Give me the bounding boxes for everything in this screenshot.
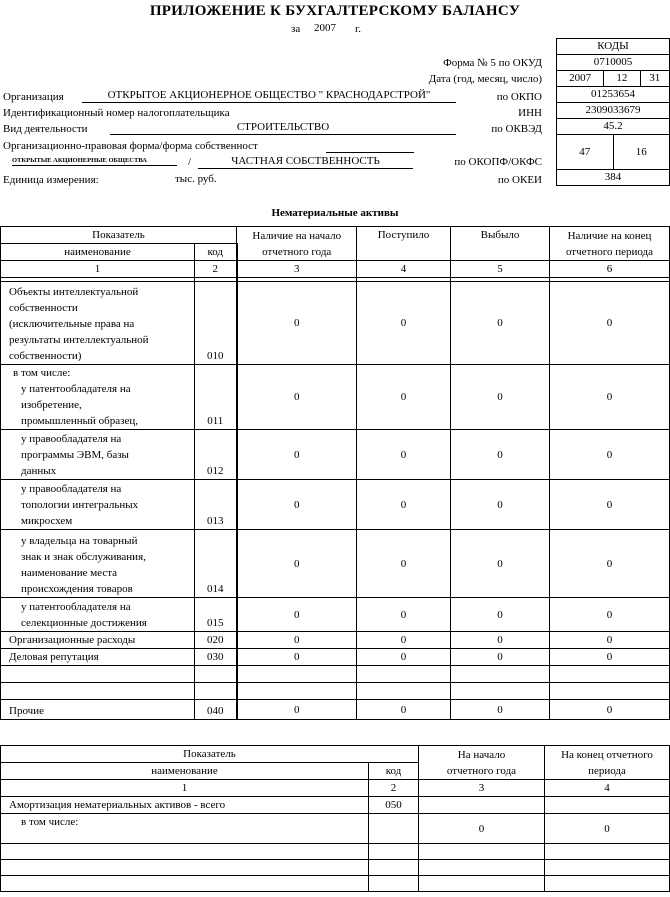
legal-form-line bbox=[326, 151, 414, 153]
row-name-line: наименование места bbox=[21, 567, 118, 579]
row-value: 0 bbox=[237, 365, 357, 430]
row-value: 0 bbox=[451, 530, 550, 598]
start-header: Наличие на начало отчетного года bbox=[237, 227, 357, 261]
okved-code: 45.2 bbox=[603, 120, 623, 132]
row-name bbox=[1, 530, 195, 598]
row-name bbox=[1, 480, 195, 530]
empty-row bbox=[1, 666, 670, 683]
row-value: 0 bbox=[451, 649, 550, 666]
okei-label: по ОКЕИ bbox=[497, 174, 542, 186]
row-value: 0 bbox=[357, 632, 451, 649]
row-value: 0 bbox=[451, 430, 550, 480]
row-value: 0 bbox=[451, 700, 550, 720]
row-name bbox=[1, 430, 195, 480]
row-name-line: данных bbox=[21, 465, 57, 477]
table-row bbox=[1, 480, 670, 530]
row-code: 030 bbox=[195, 649, 237, 666]
row-value: 0 bbox=[451, 480, 550, 530]
row-name-line: у правообладателя на bbox=[21, 483, 122, 495]
okpo-label: по ОКПО bbox=[496, 91, 542, 103]
row-value: 0 bbox=[451, 365, 550, 430]
row-start-value: 0 bbox=[419, 814, 545, 844]
row-code: 013 bbox=[195, 480, 237, 530]
amortization-table bbox=[0, 745, 670, 892]
row-value: 0 bbox=[357, 530, 451, 598]
okopf-code: 47 bbox=[579, 146, 591, 158]
disposed-header: Выбыло bbox=[451, 227, 550, 261]
row-name bbox=[1, 598, 195, 632]
report-year: 2007 bbox=[314, 22, 336, 34]
row-value: 0 bbox=[237, 700, 357, 720]
col-number: 3 bbox=[419, 780, 545, 797]
row-value: 0 bbox=[237, 430, 357, 480]
row-name-line: в том числе: bbox=[13, 367, 71, 379]
codes-box bbox=[556, 38, 670, 186]
okopf-label: по ОКОПФ/ОКФС bbox=[454, 156, 542, 168]
table-row bbox=[1, 598, 670, 632]
indicator-header: Показатель bbox=[1, 746, 419, 763]
table-row bbox=[1, 530, 670, 598]
col-number: 1 bbox=[1, 780, 369, 797]
column-number-row bbox=[1, 780, 670, 797]
row-value: 0 bbox=[550, 530, 670, 598]
table-row bbox=[1, 649, 670, 666]
date-day: 31 bbox=[640, 71, 669, 86]
row-name bbox=[1, 700, 195, 720]
row-name bbox=[1, 282, 195, 365]
row-name-line: результаты интеллектуальной bbox=[9, 334, 149, 346]
empty-row bbox=[1, 844, 670, 860]
row-name-line: собственности bbox=[9, 302, 78, 314]
intangible-assets-table bbox=[0, 226, 670, 720]
row-name-line: у патентообладателя на bbox=[21, 383, 131, 395]
row-name-line: Объекты интеллектуальной bbox=[9, 286, 139, 298]
row-code: 014 bbox=[195, 530, 237, 598]
empty-row bbox=[1, 683, 670, 700]
row-code: 050 bbox=[369, 797, 419, 814]
row-name: Амортизация нематериальных активов - всего bbox=[1, 797, 369, 814]
form-label: Форма № 5 по ОКУД bbox=[443, 57, 542, 69]
row-name-line: изобретение, bbox=[21, 399, 82, 411]
row-name-line: топологии интегральных bbox=[21, 499, 139, 511]
table-row bbox=[1, 797, 670, 814]
end-header: На конец отчетного периода bbox=[545, 746, 670, 780]
row-name-line: Деловая репутация bbox=[9, 651, 99, 663]
row-value: 0 bbox=[550, 430, 670, 480]
header-row bbox=[1, 227, 670, 244]
code-header: код bbox=[369, 763, 419, 780]
date-year: 2007 bbox=[569, 72, 592, 84]
table-row bbox=[1, 814, 670, 844]
taxid-label: Идентификационный номер налогоплательщика bbox=[3, 107, 230, 119]
col-number: 4 bbox=[357, 261, 451, 278]
row-value: 0 bbox=[550, 632, 670, 649]
okpo-code: 01253654 bbox=[591, 88, 635, 100]
row-code: 010 bbox=[195, 282, 237, 365]
row-value: 0 bbox=[237, 282, 357, 365]
row-name-line: у владельца на товарный bbox=[21, 535, 138, 547]
row-name-line: у патентообладателя на bbox=[21, 601, 131, 613]
row-value: 0 bbox=[237, 598, 357, 632]
col-number: 2 bbox=[195, 261, 237, 278]
okfs-code: 16 bbox=[613, 135, 670, 169]
table-row bbox=[1, 700, 670, 720]
row-value: 0 bbox=[357, 365, 451, 430]
row-name bbox=[1, 649, 195, 666]
column-number-row bbox=[1, 261, 670, 278]
unit-label: Единица измерения: bbox=[3, 174, 99, 186]
col-number: 4 bbox=[545, 780, 670, 797]
indicator-header: Показатель bbox=[1, 227, 237, 244]
table-row bbox=[1, 365, 670, 430]
activity-label: Вид деятельности bbox=[3, 123, 88, 135]
unit-value: тыс. руб. bbox=[175, 173, 217, 185]
table-row bbox=[1, 430, 670, 480]
row-value: 0 bbox=[357, 282, 451, 365]
section-title: Нематериальные активы bbox=[271, 207, 399, 219]
ownership-value: ЧАСТНАЯ СОБСТВЕННОСТЬ bbox=[198, 154, 413, 169]
period-prefix: за bbox=[291, 23, 301, 35]
row-name-line: у правообладателя на bbox=[21, 433, 122, 445]
row-code: 011 bbox=[195, 365, 237, 430]
period-suffix: г. bbox=[355, 23, 362, 35]
org-label: Организация bbox=[3, 91, 64, 103]
name-header: наименование bbox=[1, 763, 369, 780]
row-code: 015 bbox=[195, 598, 237, 632]
row-end-value: 0 bbox=[545, 814, 670, 844]
row-value: 0 bbox=[357, 598, 451, 632]
received-header: Поступило bbox=[357, 227, 451, 261]
empty-row bbox=[1, 860, 670, 876]
row-value: 0 bbox=[550, 282, 670, 365]
legal-form-value: ОТКРЫТЫЕ АКЦИОНЕРНЫЕ ОБЩЕСТВА bbox=[12, 156, 177, 166]
code-header: код bbox=[195, 244, 237, 261]
row-name-line: Организационные расходы bbox=[9, 634, 136, 646]
row-name: в том числе: bbox=[1, 814, 369, 844]
inn-code: 2309033679 bbox=[585, 104, 641, 116]
okei-code: 384 bbox=[604, 171, 622, 183]
empty-row bbox=[1, 876, 670, 892]
row-value: 0 bbox=[237, 632, 357, 649]
row-name-line: происхождения товаров bbox=[21, 583, 133, 595]
row-value: 0 bbox=[550, 700, 670, 720]
page-title: ПРИЛОЖЕНИЕ К БУХГАЛТЕРСКОМУ БАЛАНСУ bbox=[149, 3, 521, 19]
row-name-line: (исключительные права на bbox=[9, 318, 135, 330]
row-name-line: промышленный образец, bbox=[21, 415, 139, 427]
row-value: 0 bbox=[550, 598, 670, 632]
table-row bbox=[1, 282, 670, 365]
row-value: 0 bbox=[451, 598, 550, 632]
row-value: 0 bbox=[237, 649, 357, 666]
row-code: 012 bbox=[195, 430, 237, 480]
row-value: 0 bbox=[357, 430, 451, 480]
date-label: Дата (год, месяц, число) bbox=[428, 73, 542, 85]
activity-value: СТРОИТЕЛЬСТВО bbox=[110, 120, 456, 135]
row-name-line: собственности) bbox=[9, 350, 82, 362]
row-name-line: знак и знак обслуживания, bbox=[21, 551, 146, 563]
row-code: 040 bbox=[195, 700, 237, 720]
legal-form-slash: / bbox=[188, 156, 192, 168]
okud-code: 0710005 bbox=[593, 56, 633, 68]
row-name-line: программы ЭВМ, базы bbox=[21, 449, 129, 461]
col-number: 2 bbox=[369, 780, 419, 797]
row-name bbox=[1, 632, 195, 649]
legal-form-label: Организационно-правовая форма/форма собственност bbox=[3, 140, 258, 152]
end-header: Наличие на конец отчетного периода bbox=[550, 227, 670, 261]
row-name-line: микросхем bbox=[21, 515, 73, 527]
org-value: ОТКРЫТОЕ АКЦИОНЕРНОЕ ОБЩЕСТВО " КРАСНОДАРСТРОЙ" bbox=[82, 88, 456, 103]
name-header: наименование bbox=[1, 244, 195, 261]
col-number: 6 bbox=[550, 261, 670, 278]
col-number: 1 bbox=[1, 261, 195, 278]
date-month: 12 bbox=[603, 71, 639, 86]
col-number: 3 bbox=[237, 261, 357, 278]
inn-label: ИНН bbox=[518, 107, 542, 119]
row-value: 0 bbox=[451, 282, 550, 365]
col-number: 5 bbox=[451, 261, 550, 278]
row-code: 020 bbox=[195, 632, 237, 649]
row-name-line: Прочие bbox=[9, 705, 44, 717]
row-value: 0 bbox=[357, 700, 451, 720]
row-value: 0 bbox=[357, 480, 451, 530]
row-name bbox=[1, 365, 195, 430]
row-value: 0 bbox=[550, 365, 670, 430]
row-value: 0 bbox=[237, 480, 357, 530]
row-value: 0 bbox=[451, 632, 550, 649]
start-header: На начало отчетного года bbox=[419, 746, 545, 780]
table-row bbox=[1, 632, 670, 649]
row-value: 0 bbox=[550, 480, 670, 530]
row-value: 0 bbox=[550, 649, 670, 666]
row-value: 0 bbox=[357, 649, 451, 666]
codes-title: КОДЫ bbox=[597, 40, 629, 52]
header-row bbox=[1, 746, 670, 763]
okved-label: по ОКВЭД bbox=[491, 123, 542, 135]
row-name-line: селекционные достижения bbox=[21, 617, 147, 629]
row-value: 0 bbox=[237, 530, 357, 598]
